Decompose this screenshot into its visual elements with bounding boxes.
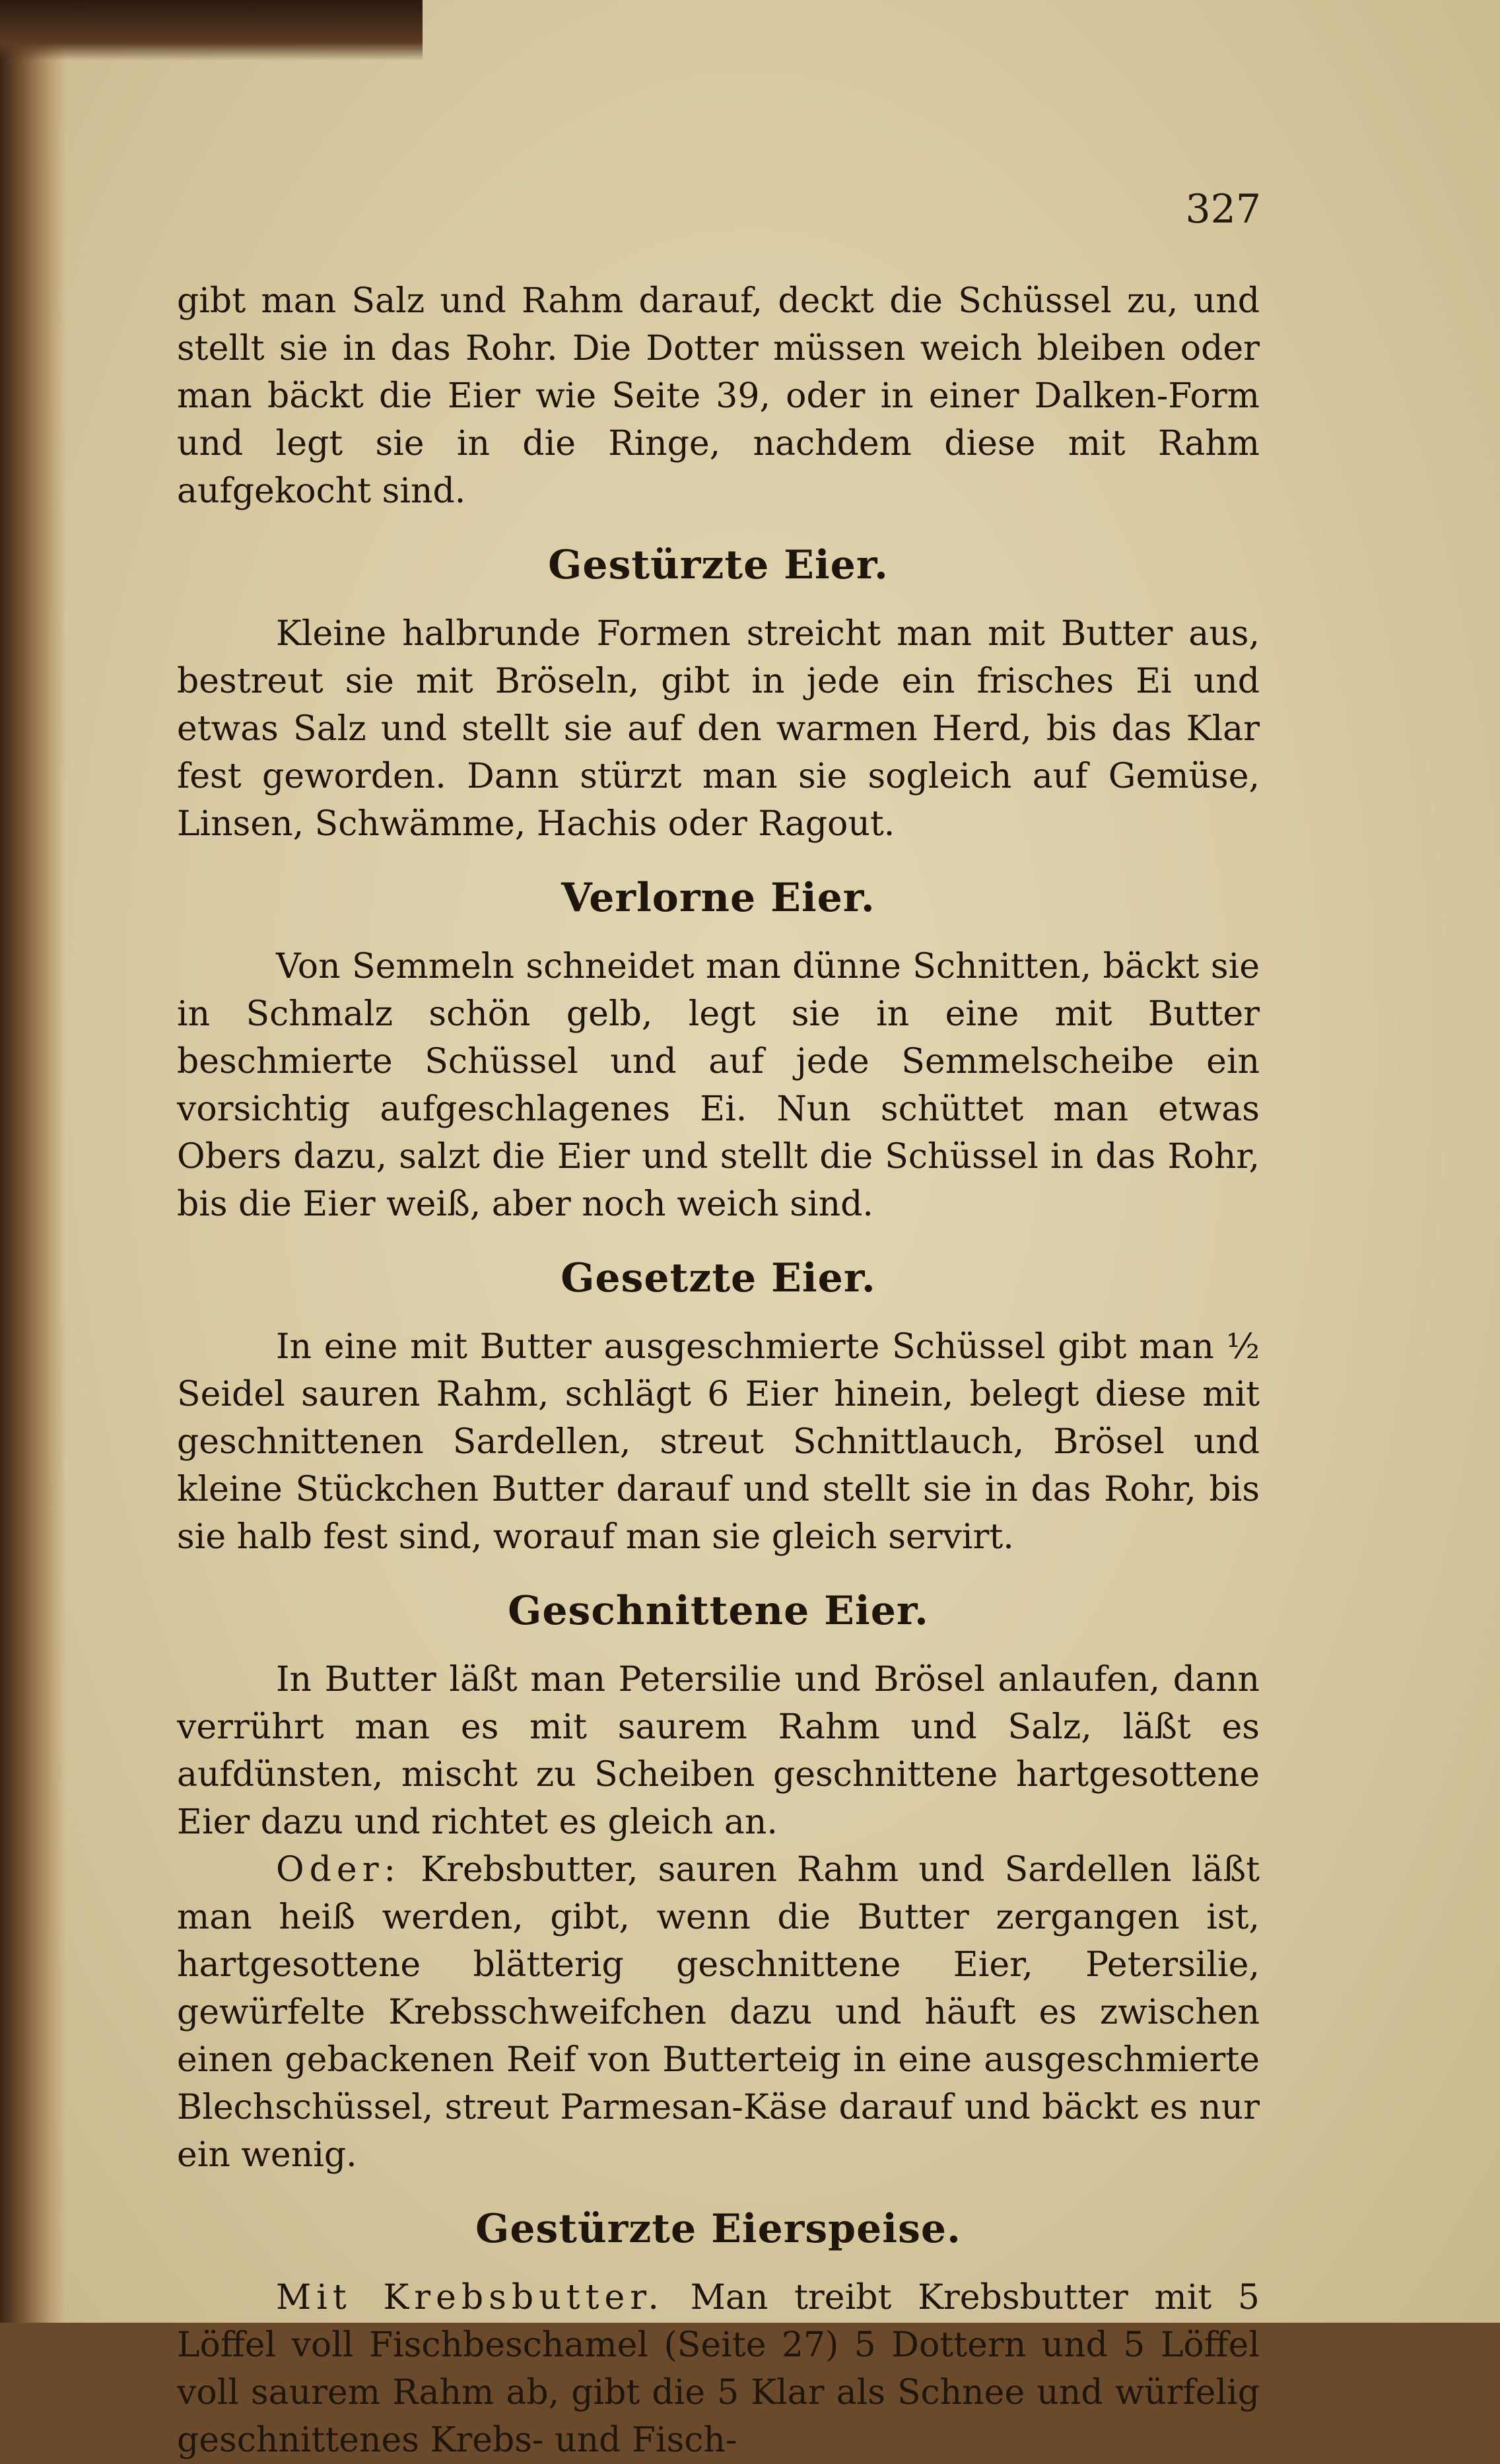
page-number: 327 — [1185, 186, 1261, 232]
paragraph-continued: gibt man Salz und Rahm darauf, deckt die Schüssel zu, und stellt sie in das Rohr. Die Dotter müssen weich bleiben oder man bäckt die Eier wie Seite 39, oder in einer Dalken-Form und legt sie in die Ringe, nachdem diese mit Rahm aufgekocht sind. — [177, 281, 1260, 511]
paragraph-gesetzte-eier: In eine mit Butter ausgeschmierte Schüssel gibt man ½ Seidel sauren Rahm, schlägt 6 Eier hinein, belegt diese mit geschnittenen Sardellen, streut Schnittlauch, Brösel und kleine Stückchen Butter darauf und stellt sie in das Rohr, bis sie halb fest sind, worauf man sie gleich servirt. — [177, 1327, 1260, 1557]
paragraph-gestuerzte-eier: Kleine halbrunde Formen streicht man mit Butter aus, bestreut sie mit Bröseln, gibt in jede ein frisches Ei und etwas Salz und stellt sie auf den warmen Herd, bis das Klar fest geworden. Dann stürzt man sie sogleich auf Gemüse, Linsen, Schwämme, Hachis oder Ragout. — [177, 614, 1260, 844]
heading-gestuerzte-eier: Gestürzte Eier. — [548, 542, 889, 588]
paragraph-lead: Oder: — [276, 1850, 401, 1890]
paragraph-geschnittene-eier: In Butter läßt man Petersilie und Brösel anlaufen, dann verrührt man es mit saurem Rahm und Salz, läßt es aufdünsten, mischt zu Scheiben geschnittene hartgesottene Eier dazu und richtet es gleich an. — [177, 1660, 1260, 1842]
heading-gestuerzte-eierspeise: Gestürzte Eierspeise. — [475, 2206, 961, 2252]
heading-verlorne-eier: Verlorne Eier. — [561, 875, 875, 921]
heading-geschnittene-eier: Geschnittene Eier. — [508, 1588, 929, 1634]
paragraph-mit-krebsbutter — [177, 2274, 1260, 2464]
paragraph-body: Man treibt Krebsbutter mit 5 Löffel voll Fischbeschamel (Seite 27) 5 Dottern und 5 Löffel voll saurem Rahm ab, gibt die 5 Klar als Schnee und würfelig geschnittenes Krebs- und Fisch- — [177, 2278, 1260, 2460]
page-text — [177, 185, 1260, 2464]
book-binding — [0, 0, 66, 2323]
paragraph-body: Krebsbutter, sauren Rahm und Sardellen läßt man heiß werden, gibt, wenn die Butter zergangen ist, hartgesottene blätterig geschnittene Eier, Petersilie, gewürfelte Krebsschweifchen dazu und häuft es zwischen einen gebackenen Reif von Butterteig in eine ausgeschmierte Blechschüssel, streut Parmesan-Käse darauf und bäckt es nur ein wenig. — [177, 1850, 1260, 2175]
paragraph-verlorne-eier: Von Semmeln schneidet man dünne Schnitten, bäckt sie in Schmalz schön gelb, legt sie in eine mit Butter beschmierte Schüssel und auf jede Semmelscheibe ein vorsichtig aufgeschlagenes Ei. Nun schüttet man etwas Obers dazu, salzt die Eier und stellt die Schüssel in das Rohr, bis die Eier weiß, aber noch weich sind. — [177, 947, 1260, 1224]
heading-gesetzte-eier: Gesetzte Eier. — [561, 1255, 876, 1301]
paragraph-lead: Mit Krebsbutter. — [276, 2278, 664, 2317]
paragraph-oder — [177, 1846, 1260, 2179]
cover-edge — [0, 0, 423, 61]
